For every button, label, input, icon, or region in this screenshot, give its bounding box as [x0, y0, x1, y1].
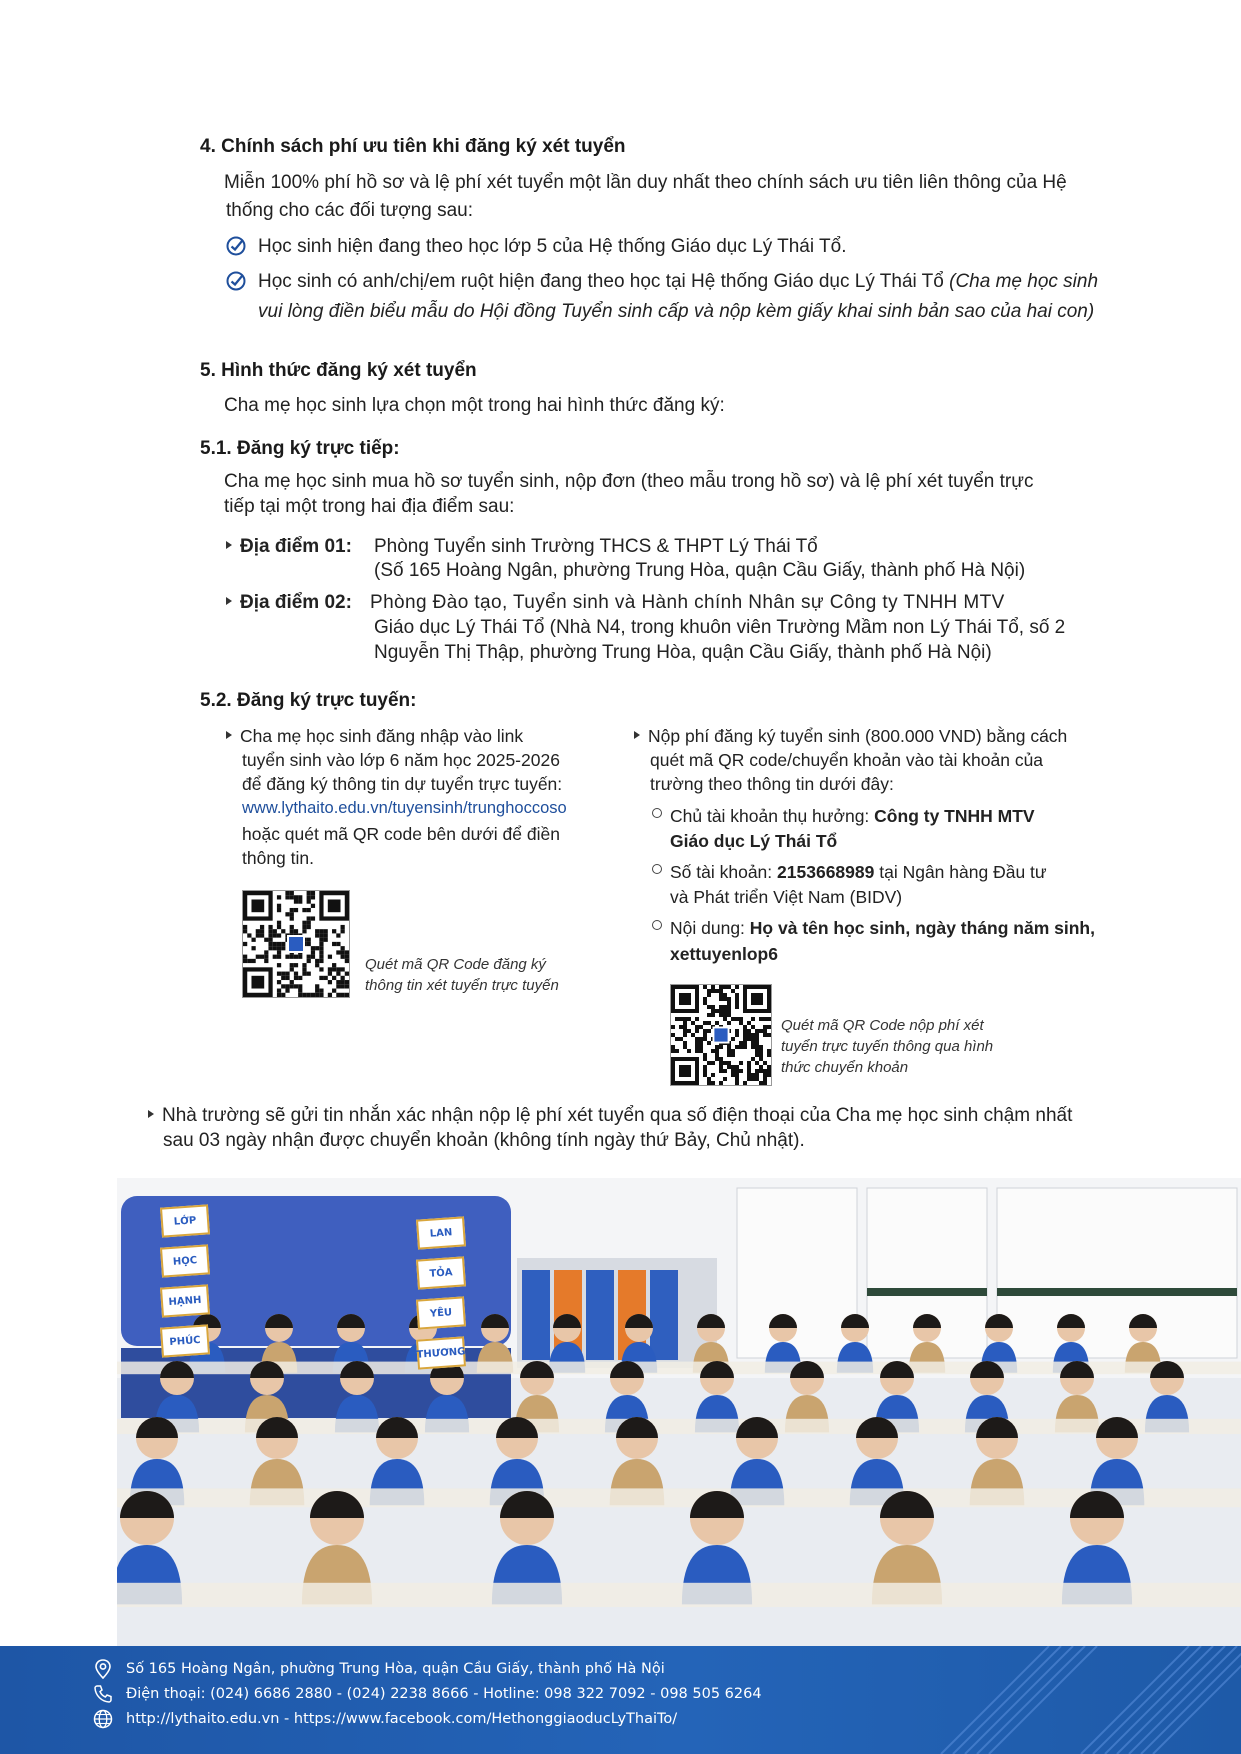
check-circle-icon	[226, 271, 246, 291]
online-right-line3: trường theo thông tin dưới đây:	[650, 774, 894, 794]
classroom-illustration	[117, 1178, 1241, 1647]
location2	[226, 590, 352, 615]
section4-item2-note-cont: vui lòng điền biểu mẫu do Hội đồng Tuyển sinh cấp và nộp kèm giấy khai sinh bản sao của hai con)	[258, 301, 1095, 322]
bullet-ring-icon	[652, 808, 662, 818]
section4-item2-text: Học sinh có anh/chị/em ruột hiện đang theo học tại Hệ thống Giáo dục Lý Thái Tổ	[258, 271, 944, 292]
account-owner: Chủ tài khoản thụ hưởng: Công ty TNHH MTV	[670, 806, 1035, 826]
check-circle-icon	[226, 236, 246, 256]
section52-heading: 5.2. Đăng ký trực tuyến:	[200, 690, 417, 711]
bullet-triangle-icon	[148, 1110, 154, 1118]
location1-line1: Phòng Tuyển sinh Trường THCS & THPT Lý Thái Tổ	[374, 536, 818, 557]
right-qr-caption-line1: Quét mã QR Code nộp phí xét	[781, 1017, 984, 1034]
globe-icon	[92, 1708, 114, 1730]
section4-item2-note: (Cha mẹ học sinh	[949, 271, 1099, 292]
online-right-line2: quét mã QR code/chuyển khoản vào tài khoản của	[650, 750, 1044, 770]
classroom-photo	[117, 1178, 1241, 1647]
location-pin-icon	[92, 1658, 114, 1680]
board-word: LỚP	[160, 1204, 210, 1237]
online-right-line1: Nộp phí đăng ký tuyển sinh (800.000 VND) bằng cách	[634, 724, 1067, 748]
phone-icon	[92, 1683, 114, 1705]
section5-intro: Cha mẹ học sinh lựa chọn một trong hai hình thức đăng ký:	[224, 395, 725, 416]
notice-line2: sau 03 ngày nhận được chuyển khoản (không tính ngày thứ Bảy, Chủ nhật).	[163, 1130, 805, 1151]
location1	[226, 534, 352, 559]
location2-line2: Giáo dục Lý Thái Tổ (Nhà N4, trong khuôn viên Trường Mầm non Lý Thái Tổ, số 2	[374, 617, 1066, 638]
board-word: THƯƠNG	[416, 1336, 466, 1369]
footer-stripes	[821, 1646, 1241, 1754]
registration-qr-code	[242, 890, 350, 998]
section4-item1: Học sinh hiện đang theo học lớp 5 của Hệ thống Giáo dục Lý Thái Tổ.	[258, 236, 847, 257]
transfer-content-cont: xettuyenlop6	[670, 944, 778, 964]
online-left-line3: để đăng ký thông tin dự tuyển trực tuyến:	[242, 774, 563, 794]
account-owner-cont: Giáo dục Lý Thái Tổ	[670, 831, 838, 851]
location2-label: Địa điểm 02:	[240, 592, 352, 613]
footer-web-links[interactable]: http://lythaito.edu.vn - https://www.facebook.com/HethonggiaoducLyThaiTo/	[126, 1711, 678, 1727]
section51-heading: 5.1. Đăng ký trực tiếp:	[200, 438, 400, 459]
bullet-triangle-icon	[634, 731, 640, 739]
section4-item2	[258, 269, 1138, 294]
online-left-line1: Cha mẹ học sinh đăng nhập vào link	[226, 724, 523, 748]
location2-line3: Nguyễn Thị Thập, phường Trung Hòa, quận Cầu Giấy, thành phố Hà Nội)	[374, 642, 992, 663]
online-left-line2: tuyển sinh vào lớp 6 năm học 2025-2026	[242, 750, 560, 770]
bullet-ring-icon	[652, 864, 662, 874]
footer	[0, 1646, 1241, 1754]
board-word: HỌC	[160, 1244, 210, 1277]
footer-address: Số 165 Hoàng Ngân, phường Trung Hòa, quận Cầu Giấy, thành phố Hà Nội	[126, 1661, 665, 1677]
board-words-left	[161, 1206, 209, 1366]
section4-intro-line2: thống cho các đối tượng sau:	[226, 200, 473, 221]
board-word: TỎA	[416, 1256, 466, 1289]
registration-link[interactable]: www.lythaito.edu.vn/tuyensinh/trunghoccoso	[242, 799, 567, 817]
section5-heading: 5. Hình thức đăng ký xét tuyển	[200, 360, 477, 381]
transfer-content: Nội dung: Họ và tên học sinh, ngày tháng năm sinh,	[670, 918, 1095, 938]
section51-intro-line2: tiếp tại một trong hai địa điểm sau:	[224, 496, 515, 517]
location1-line2: (Số 165 Hoàng Ngân, phường Trung Hòa, quận Cầu Giấy, thành phố Hà Nội)	[374, 560, 1026, 581]
footer-phone: Điện thoại: (024) 6686 2880 - (024) 2238 8666 - Hotline: 098 322 7092 - 098 505 6264	[126, 1686, 762, 1702]
board-word: HẠNH	[160, 1284, 210, 1317]
bullet-triangle-icon	[226, 597, 232, 605]
online-left-line4: hoặc quét mã QR code bên dưới để điền	[242, 824, 560, 844]
left-qr-caption-line2: thông tin xét tuyển trực tuyến	[365, 977, 559, 994]
location1-label: Địa điểm 01:	[240, 536, 352, 557]
bullet-triangle-icon	[226, 731, 232, 739]
bullet-triangle-icon	[226, 541, 232, 549]
board-word: YÊU	[416, 1296, 466, 1329]
board-word: PHÚC	[160, 1324, 210, 1357]
section4-heading: 4. Chính sách phí ưu tiên khi đăng ký xét tuyển	[200, 136, 626, 157]
board-word: LAN	[416, 1216, 466, 1249]
account-bank-cont: và Phát triển Việt Nam (BIDV)	[670, 887, 903, 907]
online-left-line5: thông tin.	[242, 848, 314, 868]
bullet-ring-icon	[652, 920, 662, 930]
notice-line1: Nhà trường sẽ gửi tin nhắn xác nhận nộp lệ phí xét tuyển qua số điện thoại của Cha mẹ học sinh chậm nhất	[148, 1103, 1072, 1128]
payment-qr-code	[670, 984, 772, 1086]
account-number: Số tài khoản: 2153668989 tại Ngân hàng Đầu tư	[670, 862, 1047, 882]
section4-intro-line1: Miễn 100% phí hồ sơ và lệ phí xét tuyển một lần duy nhất theo chính sách ưu tiên liên thông của Hệ	[224, 172, 1067, 193]
section51-intro-line1: Cha mẹ học sinh mua hồ sơ tuyển sinh, nộp đơn (theo mẫu trong hồ sơ) và lệ phí xét tuyển trực	[224, 471, 1034, 492]
left-qr-caption-line1: Quét mã QR Code đăng ký	[365, 956, 546, 973]
location2-line1: Phòng Đào tạo, Tuyển sinh và Hành chính Nhân sự Công ty TNHH MTV	[370, 592, 1005, 613]
board-words-right	[417, 1218, 465, 1378]
right-qr-caption-line2: tuyển trực tuyến thông qua hình	[781, 1038, 994, 1055]
right-qr-caption-line3: thức chuyển khoản	[781, 1059, 909, 1076]
